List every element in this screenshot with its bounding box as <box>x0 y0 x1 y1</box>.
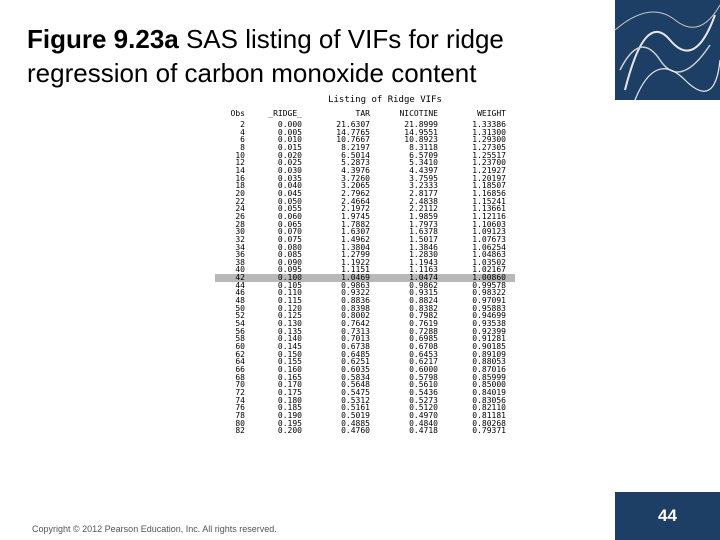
weight-cell: 1.15241 <box>472 196 506 206</box>
weight-cell: 0.85999 <box>472 372 506 382</box>
nicotine-cell: 14.9551 <box>404 127 438 137</box>
tar-cell: 8.2197 <box>341 142 370 152</box>
obs-cell: 56 <box>235 326 245 336</box>
obs-cell: 34 <box>235 242 245 252</box>
nicotine-cell: 3.2333 <box>409 181 438 191</box>
slide-title <box>27 22 607 90</box>
tar-cell: 0.5475 <box>341 387 370 397</box>
tar-cell: 2.7962 <box>341 188 370 198</box>
ridge-cell: 0.200 <box>277 426 302 436</box>
weight-cell: 1.02167 <box>472 265 506 275</box>
ridge-cell: 0.155 <box>277 357 302 367</box>
nicotine-cell: 5.3410 <box>409 158 438 168</box>
nicotine-cell: 0.8382 <box>409 303 438 313</box>
ridge-cell: 0.110 <box>277 288 302 298</box>
nicotine-cell: 0.7619 <box>409 319 438 329</box>
ridge-cell: 0.125 <box>277 311 302 321</box>
ridge-cell: 0.050 <box>277 196 302 206</box>
tar-cell: 1.6307 <box>341 227 370 237</box>
obs-cell: 2 <box>240 120 245 129</box>
obs-cell: 6 <box>240 135 245 145</box>
nicotine-cell: 2.2112 <box>409 204 438 214</box>
ridge-cell: 0.040 <box>277 181 302 191</box>
weight-cell: 1.25517 <box>472 150 506 160</box>
nicotine-cell: 10.8923 <box>404 135 438 145</box>
ridge-cell: 0.035 <box>277 173 302 183</box>
weight-cell: 0.99578 <box>472 280 506 290</box>
weight-cell: 1.21927 <box>472 165 506 175</box>
obs-cell: 10 <box>235 150 245 160</box>
obs-cell: 30 <box>235 227 245 237</box>
obs-cell: 74 <box>235 395 245 405</box>
right-sidebar-strip <box>615 100 720 492</box>
weight-cell: 0.88053 <box>472 357 506 367</box>
obs-cell: 46 <box>235 288 245 298</box>
ridge-cell: 0.010 <box>277 135 302 145</box>
tar-cell: 1.0469 <box>341 273 370 283</box>
nicotine-cell: 2.4838 <box>409 196 438 206</box>
weight-cell: 0.83056 <box>472 395 506 405</box>
obs-cell: 18 <box>235 181 245 191</box>
obs-cell: 42 <box>235 273 245 283</box>
weight-cell: 0.80268 <box>472 418 506 428</box>
weight-cell: 1.04863 <box>472 250 506 260</box>
obs-cell: 40 <box>235 265 245 275</box>
tar-cell: 0.9863 <box>341 280 370 290</box>
tar-cell: 0.8002 <box>341 311 370 321</box>
tar-cell: 0.7013 <box>341 334 370 344</box>
ridge-cell: 0.115 <box>277 296 302 306</box>
obs-cell: 82 <box>235 426 245 436</box>
obs-cell: 38 <box>235 257 245 267</box>
nicotine-cell: 0.5798 <box>409 372 438 382</box>
slide-number: 44 <box>658 506 677 525</box>
nicotine-cell: 0.4840 <box>409 418 438 428</box>
tar-cell: 2.1972 <box>341 204 370 214</box>
nicotine-cell: 0.6000 <box>409 365 438 374</box>
ridge-cell: 0.060 <box>277 211 302 221</box>
obs-cell: 4 <box>240 127 245 137</box>
tar-cell: 0.8398 <box>341 303 370 313</box>
tar-cell: 3.7260 <box>341 173 370 183</box>
weight-cell: 1.12116 <box>472 211 506 221</box>
nicotine-cell: 2.8177 <box>409 188 438 198</box>
weight-cell: 1.18507 <box>472 181 506 191</box>
tar-cell: 0.7313 <box>341 326 370 336</box>
nicotine-cell: 0.6708 <box>409 342 438 352</box>
ridge-cell: 0.075 <box>277 234 302 244</box>
nicotine-cell: 0.8824 <box>409 296 438 306</box>
ridge-cell: 0.145 <box>277 342 302 352</box>
weight-cell: 1.06254 <box>472 242 506 252</box>
table-row <box>215 427 515 435</box>
nicotine-cell: 1.1943 <box>409 257 438 267</box>
tar-cell: 1.1151 <box>341 265 370 275</box>
decorative-pattern <box>615 0 720 100</box>
ridge-cell: 0.065 <box>277 219 302 229</box>
obs-cell: 52 <box>235 311 245 321</box>
column-header-tar: TAR <box>355 109 370 118</box>
obs-cell: 60 <box>235 342 245 352</box>
tar-cell: 0.6251 <box>341 357 370 367</box>
nicotine-cell: 0.5610 <box>409 380 438 390</box>
weight-cell: 1.23700 <box>472 158 506 168</box>
ridge-cell: 0.095 <box>277 265 302 275</box>
ridge-cell: 0.105 <box>277 280 302 290</box>
column-header-obs: Obs <box>230 109 245 118</box>
nicotine-cell: 21.8999 <box>404 120 438 129</box>
nicotine-cell: 0.5273 <box>409 395 438 405</box>
weight-cell: 0.94699 <box>472 311 506 321</box>
column-header-nicotine: NICOTINE <box>399 109 438 118</box>
weight-cell: 1.13661 <box>472 204 506 214</box>
nicotine-cell: 0.6453 <box>409 349 438 359</box>
obs-cell: 72 <box>235 387 245 397</box>
tar-cell: 1.1922 <box>341 257 370 267</box>
nicotine-cell: 0.6985 <box>409 334 438 344</box>
ridge-cell: 0.085 <box>277 250 302 260</box>
weight-cell: 1.07673 <box>472 234 506 244</box>
obs-cell: 8 <box>240 142 245 152</box>
weight-cell: 0.90185 <box>472 342 506 352</box>
tar-cell: 1.7882 <box>341 219 370 229</box>
decorative-corner-image <box>615 0 720 100</box>
figure-caption: SAS listing of VIFs for ridge regression of carbon monoxide content <box>27 24 504 88</box>
ridge-cell: 0.180 <box>277 395 302 405</box>
obs-cell: 22 <box>235 196 245 206</box>
nicotine-cell: 0.7982 <box>409 311 438 321</box>
weight-cell: 0.92399 <box>472 326 506 336</box>
table-header-row <box>215 107 515 121</box>
weight-cell: 0.98322 <box>472 288 506 298</box>
tar-cell: 0.5019 <box>341 410 370 420</box>
obs-cell: 76 <box>235 403 245 413</box>
tar-cell: 0.6485 <box>341 349 370 359</box>
obs-cell: 28 <box>235 219 245 229</box>
ridge-cell: 0.025 <box>277 158 302 168</box>
ridge-cell: 0.150 <box>277 349 302 359</box>
weight-cell: 0.89109 <box>472 349 506 359</box>
obs-cell: 36 <box>235 250 245 260</box>
ridge-cell: 0.015 <box>277 142 302 152</box>
tar-cell: 0.9322 <box>341 288 370 298</box>
tar-cell: 1.2799 <box>341 250 370 260</box>
ridge-cell: 0.120 <box>277 303 302 313</box>
weight-cell: 1.09123 <box>472 227 506 237</box>
nicotine-cell: 1.1163 <box>409 265 438 275</box>
weight-cell: 0.82110 <box>472 403 506 413</box>
ridge-cell: 0.195 <box>277 418 302 428</box>
nicotine-cell: 4.4397 <box>409 165 438 175</box>
ridge-cell: 0.175 <box>277 387 302 397</box>
weight-cell: 0.81181 <box>472 410 506 420</box>
weight-cell: 0.97091 <box>472 296 506 306</box>
obs-cell: 24 <box>235 204 245 214</box>
weight-cell: 1.27305 <box>472 142 506 152</box>
obs-cell: 14 <box>235 165 245 175</box>
ridge-cell: 0.005 <box>277 127 302 137</box>
obs-cell: 62 <box>235 349 245 359</box>
ridge-cell: 0.185 <box>277 403 302 413</box>
nicotine-cell: 1.7973 <box>409 219 438 229</box>
obs-cell: 16 <box>235 173 245 183</box>
obs-cell: 32 <box>235 234 245 244</box>
ridge-cell: 0.070 <box>277 227 302 237</box>
ridge-cell: 0.045 <box>277 188 302 198</box>
tar-cell: 0.6035 <box>341 365 370 374</box>
nicotine-cell: 1.2830 <box>409 250 438 260</box>
obs-cell: 64 <box>235 357 245 367</box>
nicotine-cell: 0.5120 <box>409 403 438 413</box>
tar-cell: 4.3976 <box>341 165 370 175</box>
weight-cell: 0.79371 <box>472 426 506 436</box>
weight-cell: 0.85000 <box>472 380 506 390</box>
tar-cell: 0.5161 <box>341 403 370 413</box>
obs-cell: 70 <box>235 380 245 390</box>
nicotine-cell: 1.0474 <box>409 273 438 283</box>
tar-cell: 0.5834 <box>341 372 370 382</box>
tar-cell: 0.7642 <box>341 319 370 329</box>
ridge-cell: 0.130 <box>277 319 302 329</box>
obs-cell: 78 <box>235 410 245 420</box>
ridge-cell: 0.030 <box>277 165 302 175</box>
nicotine-cell: 0.4718 <box>409 426 438 436</box>
tar-cell: 6.5014 <box>341 150 370 160</box>
ridge-cell: 0.160 <box>277 365 302 374</box>
nicotine-cell: 0.9862 <box>409 280 438 290</box>
tar-cell: 0.4885 <box>341 418 370 428</box>
obs-cell: 66 <box>235 365 245 374</box>
nicotine-cell: 3.7595 <box>409 173 438 183</box>
nicotine-cell: 0.5436 <box>409 387 438 397</box>
obs-cell: 48 <box>235 296 245 306</box>
weight-cell: 0.87016 <box>472 365 506 374</box>
ridge-cell: 0.190 <box>277 410 302 420</box>
tar-cell: 21.6307 <box>336 120 370 129</box>
ridge-cell: 0.100 <box>277 273 302 283</box>
tar-cell: 2.4664 <box>341 196 370 206</box>
tar-cell: 1.3804 <box>341 242 370 252</box>
obs-cell: 80 <box>235 418 245 428</box>
tar-cell: 0.5312 <box>341 395 370 405</box>
tar-cell: 1.4962 <box>341 234 370 244</box>
weight-cell: 1.10603 <box>472 219 506 229</box>
tar-cell: 5.2873 <box>341 158 370 168</box>
tar-cell: 1.9745 <box>341 211 370 221</box>
ridge-cell: 0.165 <box>277 372 302 382</box>
nicotine-cell: 1.6378 <box>409 227 438 237</box>
ridge-cell: 0.135 <box>277 326 302 336</box>
weight-cell: 0.84019 <box>472 387 506 397</box>
weight-cell: 1.16856 <box>472 188 506 198</box>
vif-table <box>215 107 515 435</box>
obs-cell: 54 <box>235 319 245 329</box>
weight-cell: 1.20197 <box>472 173 506 183</box>
obs-cell: 26 <box>235 211 245 221</box>
obs-cell: 58 <box>235 334 245 344</box>
obs-cell: 44 <box>235 280 245 290</box>
figure-label: Figure 9.23a <box>27 24 179 54</box>
obs-cell: 68 <box>235 372 245 382</box>
ridge-cell: 0.055 <box>277 204 302 214</box>
copyright-notice: Copyright © 2012 Pearson Education, Inc. All rights reserved. <box>32 524 277 534</box>
nicotine-cell: 0.4970 <box>409 410 438 420</box>
sas-listing <box>215 93 515 435</box>
nicotine-cell: 8.3118 <box>409 142 438 152</box>
nicotine-cell: 0.9315 <box>409 288 438 298</box>
obs-cell: 50 <box>235 303 245 313</box>
weight-cell: 1.29300 <box>472 135 506 145</box>
nicotine-cell: 0.6217 <box>409 357 438 367</box>
tar-cell: 0.4760 <box>341 426 370 436</box>
column-header-weight: WEIGHT <box>477 109 506 118</box>
weight-cell: 1.03502 <box>472 257 506 267</box>
weight-cell: 1.33386 <box>472 120 506 129</box>
listing-title: Listing of Ridge VIFs <box>328 95 442 105</box>
nicotine-cell: 1.3846 <box>409 242 438 252</box>
tar-cell: 0.8836 <box>341 296 370 306</box>
column-header-ridge: _RIDGE_ <box>268 109 302 118</box>
ridge-cell: 0.140 <box>277 334 302 344</box>
ridge-cell: 0.020 <box>277 150 302 160</box>
weight-cell: 0.93538 <box>472 319 506 329</box>
ridge-cell: 0.090 <box>277 257 302 267</box>
tar-cell: 0.5648 <box>341 380 370 390</box>
tar-cell: 14.7765 <box>336 127 370 137</box>
weight-cell: 1.00860 <box>472 273 506 283</box>
weight-cell: 0.95883 <box>472 303 506 313</box>
obs-cell: 12 <box>235 158 245 168</box>
obs-cell: 20 <box>235 188 245 198</box>
nicotine-cell: 1.5017 <box>409 234 438 244</box>
weight-cell: 0.91281 <box>472 334 506 344</box>
nicotine-cell: 6.5709 <box>409 150 438 160</box>
tar-cell: 3.2065 <box>341 181 370 191</box>
ridge-cell: 0.080 <box>277 242 302 252</box>
nicotine-cell: 1.9859 <box>409 211 438 221</box>
weight-cell: 1.31300 <box>472 127 506 137</box>
ridge-cell: 0.170 <box>277 380 302 390</box>
tar-cell: 10.7667 <box>336 135 370 145</box>
tar-cell: 0.6738 <box>341 342 370 352</box>
ridge-cell: 0.000 <box>277 120 302 129</box>
nicotine-cell: 0.7288 <box>409 326 438 336</box>
